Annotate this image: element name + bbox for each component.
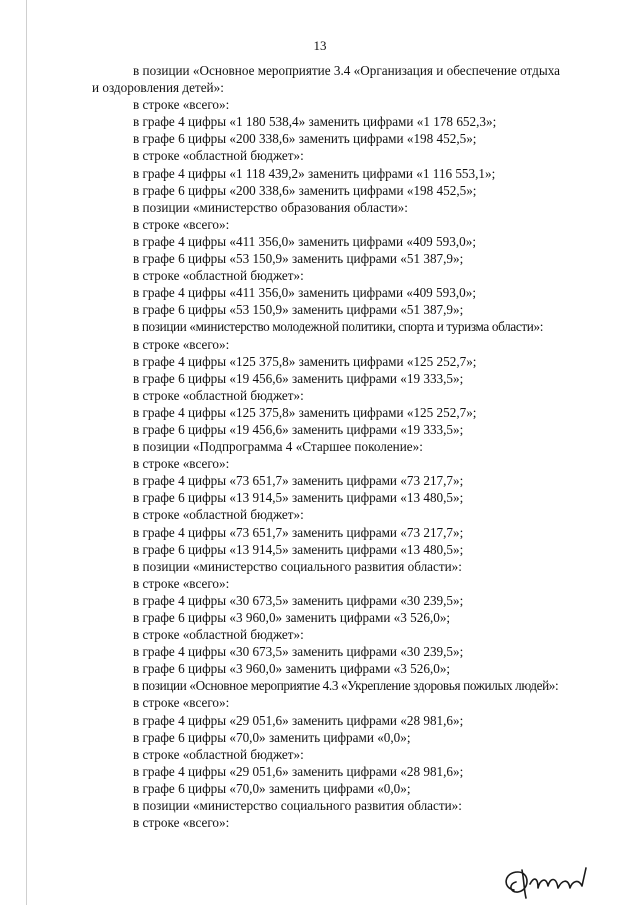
text-line: в графе 4 цифры «73 651,7» заменить цифрами «73 217,7»;	[133, 473, 464, 489]
text-line: в графе 4 цифры «411 356,0» заменить цифрами «409 593,0»;	[133, 285, 476, 301]
page-number: 13	[313, 38, 327, 53]
text-line: в графе 6 цифры «53 150,9» заменить цифрами «51 387,9»;	[133, 302, 464, 318]
text-line: в позиции «Основное мероприятие 3.4 «Организация и обеспечение отдыха	[133, 63, 560, 78]
text-line: в графе 6 цифры «3 960,0» заменить цифрами «3 526,0»;	[133, 610, 451, 625]
text-line: в строке «областной бюджет»:	[133, 507, 304, 523]
text-line: в графе 4 цифры «30 673,5» заменить цифрами «30 239,5»;	[133, 644, 464, 660]
text-line: в графе 6 цифры «19 456,6» заменить цифрами «19 333,5»;	[133, 370, 464, 386]
text-line: в графе 6 цифры «3 960,0» заменить цифрами «3 526,0»;	[133, 661, 451, 677]
text-line: в позиции «Подпрограмма 4 «Старшее поколение»:	[133, 439, 423, 455]
text-line: в графе 6 цифры «19 456,6» заменить цифрами «19 333,5»;	[133, 421, 464, 437]
text-line: в строке «областной бюджет»:	[133, 627, 304, 643]
text-line: в строке «всего»:	[133, 336, 230, 352]
document-body	[92, 62, 612, 831]
text-line: в графе 6 цифры «200 338,6» заменить цифрами «198 452,5»;	[133, 131, 477, 147]
text-line: в графе 6 цифры «70,0» заменить цифрами «0,0»;	[133, 729, 411, 745]
text-line: в графе 4 цифры «1 118 439,2» заменить цифрами «1 116 553,1»;	[133, 165, 496, 181]
text-line: в графе 4 цифры «29 051,6» заменить цифрами «28 981,6»;	[133, 763, 464, 779]
scan-margin-mark	[26, 0, 27, 905]
text-line: в графе 6 цифры «200 338,6» заменить цифрами «198 452,5»;	[133, 182, 477, 198]
text-line: в строке «всего»:	[133, 97, 230, 113]
text-line: в позиции «министерство образования области»:	[133, 199, 408, 215]
text-line: в позиции «министерство молодежной политики, спорта и туризма области»:	[133, 319, 544, 335]
text-line: в позиции «министерство социального развития области»:	[133, 558, 462, 574]
text-line: в графе 4 цифры «125 375,8» заменить цифрами «125 252,7»;	[133, 404, 477, 420]
text-line: в графе 6 цифры «13 914,5» заменить цифрами «13 480,5»;	[133, 490, 464, 506]
text-line: в позиции «министерство социального развития области»:	[133, 798, 462, 814]
text-line: в графе 4 цифры «73 651,7» заменить цифрами «73 217,7»;	[133, 524, 464, 540]
text-line: в строке «всего»:	[133, 695, 230, 711]
text-line: в графе 4 цифры «125 375,8» заменить цифрами «125 252,7»;	[133, 353, 477, 369]
text-line: в строке «областной бюджет»:	[133, 746, 304, 762]
text-line: в графе 6 цифры «70,0» заменить цифрами «0,0»;	[133, 780, 411, 796]
text-line: в графе 4 цифры «411 356,0» заменить цифрами «409 593,0»;	[133, 233, 476, 249]
text-line: в строке «всего»:	[133, 815, 230, 831]
text-line: в строке «областной бюджет»:	[133, 148, 304, 164]
text-line: в графе 4 цифры «29 051,6» заменить цифрами «28 981,6»;	[133, 712, 464, 728]
text-line: в строке «всего»:	[133, 456, 230, 472]
text-line: в графе 6 цифры «53 150,9» заменить цифрами «51 387,9»;	[133, 251, 464, 267]
text-line: в графе 4 цифры «1 180 538,4» заменить цифрами «1 178 652,3»;	[133, 114, 497, 130]
text-line: в строке «всего»:	[133, 216, 230, 232]
text-line: в строке «областной бюджет»:	[133, 268, 304, 284]
text-line: в графе 4 цифры «30 673,5» заменить цифрами «30 239,5»;	[133, 592, 464, 608]
text-line: в строке «областной бюджет»:	[133, 387, 304, 403]
text-line: в графе 6 цифры «13 914,5» заменить цифрами «13 480,5»;	[133, 541, 464, 557]
text-line: и оздоровления детей»:	[92, 80, 224, 96]
text-line: в позиции «Основное мероприятие 4.3 «Укрепление здоровья пожилых людей»:	[133, 678, 559, 694]
text-line: в строке «всего»:	[133, 575, 230, 591]
handwritten-signature-icon	[500, 860, 600, 902]
